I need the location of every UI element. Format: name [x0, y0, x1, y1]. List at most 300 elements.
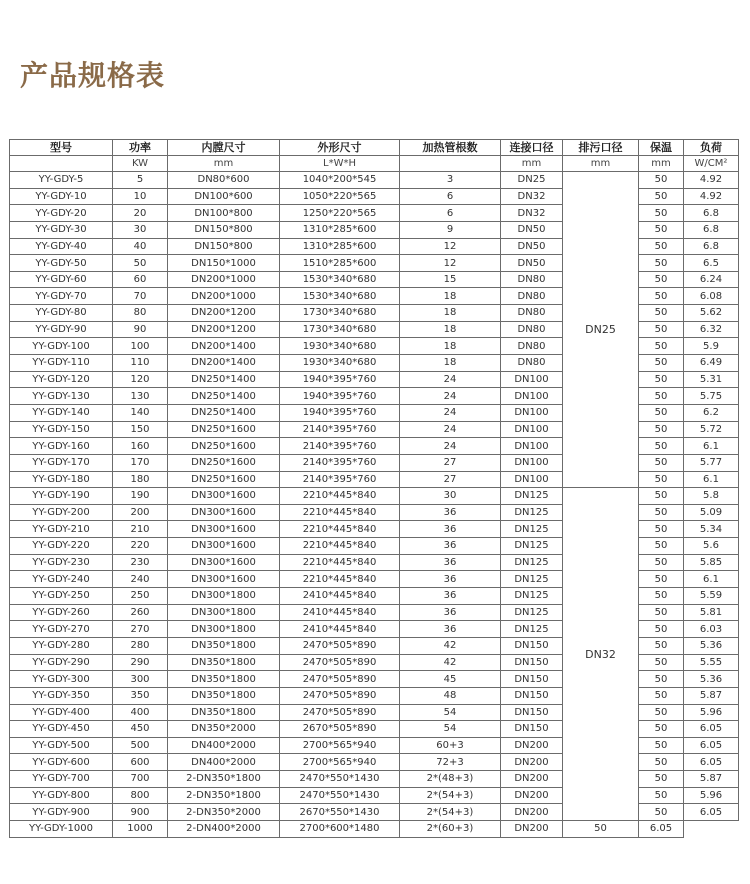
cell-model: YY-GDY-400	[10, 704, 113, 721]
cell-insulation: 50	[639, 288, 684, 305]
cell-chamber-size: DN250*1400	[168, 388, 280, 405]
cell-connection: DN100	[501, 388, 563, 405]
cell-load: 5.96	[684, 704, 739, 721]
unit-connection: mm	[501, 156, 563, 172]
cell-load: 5.34	[684, 521, 739, 538]
cell-insulation: 50	[639, 771, 684, 788]
cell-insulation: 50	[639, 787, 684, 804]
cell-power: 90	[113, 321, 168, 338]
cell-model: YY-GDY-260	[10, 604, 113, 621]
cell-load: 5.6	[684, 538, 739, 555]
cell-heating-tubes: 3	[400, 172, 501, 189]
cell-chamber-size: 2-DN350*1800	[168, 771, 280, 788]
cell-load: 6.05	[684, 804, 739, 821]
cell-heating-tubes: 36	[400, 554, 501, 571]
cell-insulation: 50	[639, 588, 684, 605]
cell-chamber-size: DN350*1800	[168, 637, 280, 654]
cell-chamber-size: DN100*600	[168, 188, 280, 205]
cell-heating-tubes: 36	[400, 538, 501, 555]
cell-outer-size: 2470*505*890	[280, 671, 400, 688]
cell-insulation: 50	[639, 621, 684, 638]
cell-connection: DN50	[501, 221, 563, 238]
cell-load: 6.2	[684, 404, 739, 421]
cell-insulation: 50	[639, 388, 684, 405]
cell-load: 4.92	[684, 172, 739, 189]
cell-power: 900	[113, 804, 168, 821]
cell-heating-tubes: 24	[400, 404, 501, 421]
cell-connection: DN125	[501, 588, 563, 605]
cell-power: 170	[113, 454, 168, 471]
cell-model: YY-GDY-20	[10, 205, 113, 222]
cell-load: 6.1	[684, 471, 739, 488]
unit-load: W/CM²	[684, 156, 739, 172]
cell-outer-size: 2470*505*890	[280, 654, 400, 671]
table-row	[10, 172, 739, 189]
cell-connection: DN200	[501, 804, 563, 821]
cell-insulation: 50	[639, 271, 684, 288]
cell-load: 6.05	[684, 754, 739, 771]
cell-insulation: 50	[639, 554, 684, 571]
cell-model: YY-GDY-270	[10, 621, 113, 638]
cell-outer-size: 2410*445*840	[280, 588, 400, 605]
cell-connection: DN125	[501, 554, 563, 571]
cell-connection: DN125	[501, 604, 563, 621]
cell-power: 290	[113, 654, 168, 671]
cell-connection: DN80	[501, 355, 563, 372]
cell-heating-tubes: 18	[400, 288, 501, 305]
cell-chamber-size: DN350*1800	[168, 654, 280, 671]
cell-outer-size: 1530*340*680	[280, 271, 400, 288]
cell-outer-size: 2210*445*840	[280, 521, 400, 538]
cell-load: 5.09	[684, 504, 739, 521]
header-model: 型号	[10, 140, 113, 156]
cell-load: 6.24	[684, 271, 739, 288]
cell-load: 5.55	[684, 654, 739, 671]
cell-load: 6.05	[684, 737, 739, 754]
cell-model: YY-GDY-220	[10, 538, 113, 555]
cell-power: 350	[113, 687, 168, 704]
cell-chamber-size: DN250*1600	[168, 421, 280, 438]
cell-model: YY-GDY-160	[10, 438, 113, 455]
cell-chamber-size: DN300*1600	[168, 571, 280, 588]
table-body	[10, 172, 739, 838]
cell-connection: DN125	[501, 521, 563, 538]
cell-connection: DN80	[501, 288, 563, 305]
cell-insulation: 50	[639, 637, 684, 654]
cell-model: YY-GDY-240	[10, 571, 113, 588]
cell-power: 450	[113, 721, 168, 738]
cell-heating-tubes: 30	[400, 488, 501, 505]
cell-connection: DN100	[501, 471, 563, 488]
unit-power: KW	[113, 156, 168, 172]
cell-chamber-size: DN150*800	[168, 238, 280, 255]
cell-outer-size: 2470*505*890	[280, 637, 400, 654]
cell-outer-size: 1930*340*680	[280, 338, 400, 355]
cell-outer-size: 2670*505*890	[280, 721, 400, 738]
cell-power: 150	[113, 421, 168, 438]
cell-outer-size: 2700*600*1480	[280, 820, 400, 837]
cell-power: 160	[113, 438, 168, 455]
cell-model: YY-GDY-80	[10, 305, 113, 322]
cell-outer-size: 2470*505*890	[280, 704, 400, 721]
cell-connection: DN80	[501, 305, 563, 322]
cell-outer-size: 2470*505*890	[280, 687, 400, 704]
cell-outer-size: 2670*550*1430	[280, 804, 400, 821]
cell-heating-tubes: 6	[400, 205, 501, 222]
cell-load: 6.1	[684, 571, 739, 588]
cell-model: YY-GDY-190	[10, 488, 113, 505]
cell-heating-tubes: 24	[400, 388, 501, 405]
cell-chamber-size: DN200*1400	[168, 338, 280, 355]
cell-connection: DN150	[501, 721, 563, 738]
cell-model: YY-GDY-230	[10, 554, 113, 571]
cell-outer-size: 1310*285*600	[280, 221, 400, 238]
cell-model: YY-GDY-280	[10, 637, 113, 654]
cell-insulation: 50	[639, 654, 684, 671]
cell-load: 5.9	[684, 338, 739, 355]
cell-model: YY-GDY-150	[10, 421, 113, 438]
cell-power: 40	[113, 238, 168, 255]
cell-insulation: 50	[639, 488, 684, 505]
cell-chamber-size: DN150*800	[168, 221, 280, 238]
cell-heating-tubes: 2*(54+3)	[400, 804, 501, 821]
cell-drain: DN32	[563, 488, 639, 821]
cell-model: YY-GDY-210	[10, 521, 113, 538]
cell-chamber-size: DN200*1000	[168, 288, 280, 305]
cell-insulation: 50	[639, 172, 684, 189]
cell-power: 250	[113, 588, 168, 605]
cell-connection: DN32	[501, 205, 563, 222]
cell-load: 5.8	[684, 488, 739, 505]
cell-connection: DN100	[501, 404, 563, 421]
cell-model: YY-GDY-600	[10, 754, 113, 771]
cell-chamber-size: DN200*1400	[168, 355, 280, 372]
cell-outer-size: 1250*220*565	[280, 205, 400, 222]
cell-model: YY-GDY-1000	[10, 820, 113, 837]
cell-insulation: 50	[639, 338, 684, 355]
cell-heating-tubes: 36	[400, 504, 501, 521]
cell-connection: DN100	[501, 438, 563, 455]
cell-heating-tubes: 27	[400, 454, 501, 471]
cell-power: 1000	[113, 820, 168, 837]
cell-drain: DN25	[563, 172, 639, 488]
cell-heating-tubes: 2*(54+3)	[400, 787, 501, 804]
cell-heating-tubes: 18	[400, 305, 501, 322]
cell-insulation: 50	[639, 754, 684, 771]
cell-power: 140	[113, 404, 168, 421]
cell-heating-tubes: 48	[400, 687, 501, 704]
cell-connection: DN50	[501, 255, 563, 272]
cell-heating-tubes: 9	[400, 221, 501, 238]
cell-heating-tubes: 45	[400, 671, 501, 688]
cell-outer-size: 2140*395*760	[280, 438, 400, 455]
cell-outer-size: 2210*445*840	[280, 504, 400, 521]
cell-chamber-size: DN300*1800	[168, 621, 280, 638]
cell-insulation: 50	[639, 188, 684, 205]
cell-heating-tubes: 36	[400, 604, 501, 621]
cell-outer-size: 2410*445*840	[280, 621, 400, 638]
cell-power: 270	[113, 621, 168, 638]
cell-power: 20	[113, 205, 168, 222]
cell-insulation: 50	[639, 671, 684, 688]
cell-power: 5	[113, 172, 168, 189]
cell-chamber-size: DN100*800	[168, 205, 280, 222]
page-title: 产品规格表	[20, 59, 166, 92]
cell-outer-size: 1730*340*680	[280, 321, 400, 338]
cell-load: 6.49	[684, 355, 739, 372]
cell-insulation: 50	[639, 454, 684, 471]
cell-chamber-size: DN350*1800	[168, 704, 280, 721]
cell-insulation: 50	[639, 305, 684, 322]
cell-connection: DN150	[501, 637, 563, 654]
cell-power: 400	[113, 704, 168, 721]
cell-outer-size: 2410*445*840	[280, 604, 400, 621]
cell-power: 180	[113, 471, 168, 488]
cell-load: 6.8	[684, 238, 739, 255]
cell-power: 700	[113, 771, 168, 788]
cell-load: 5.85	[684, 554, 739, 571]
cell-power: 260	[113, 604, 168, 621]
cell-model: YY-GDY-350	[10, 687, 113, 704]
cell-connection: DN200	[501, 787, 563, 804]
cell-connection: DN80	[501, 271, 563, 288]
cell-load: 5.87	[684, 771, 739, 788]
cell-chamber-size: DN350*2000	[168, 721, 280, 738]
header-load: 负荷	[684, 140, 739, 156]
unit-heating-tubes	[400, 156, 501, 172]
cell-chamber-size: DN200*1200	[168, 305, 280, 322]
cell-connection: DN200	[501, 754, 563, 771]
cell-heating-tubes: 36	[400, 521, 501, 538]
cell-connection: DN100	[501, 371, 563, 388]
cell-chamber-size: DN250*1400	[168, 371, 280, 388]
cell-chamber-size: DN300*1800	[168, 604, 280, 621]
cell-power: 190	[113, 488, 168, 505]
cell-load: 5.36	[684, 671, 739, 688]
cell-chamber-size: DN80*600	[168, 172, 280, 189]
cell-heating-tubes: 12	[400, 238, 501, 255]
cell-model: YY-GDY-900	[10, 804, 113, 821]
table-header-row	[10, 140, 739, 156]
header-drain: 排污口径	[563, 140, 639, 156]
cell-insulation: 50	[639, 221, 684, 238]
cell-heating-tubes: 2*(60+3)	[400, 820, 501, 837]
cell-model: YY-GDY-70	[10, 288, 113, 305]
cell-load: 6.8	[684, 205, 739, 222]
cell-chamber-size: DN300*1600	[168, 538, 280, 555]
cell-insulation: 50	[639, 321, 684, 338]
cell-insulation: 50	[639, 255, 684, 272]
cell-connection: DN125	[501, 538, 563, 555]
header-heating-tubes: 加热管根数	[400, 140, 501, 156]
cell-connection: DN200	[501, 771, 563, 788]
cell-power: 220	[113, 538, 168, 555]
cell-load: 5.59	[684, 588, 739, 605]
cell-heating-tubes: 42	[400, 637, 501, 654]
cell-load: 5.75	[684, 388, 739, 405]
cell-heating-tubes: 42	[400, 654, 501, 671]
cell-heating-tubes: 24	[400, 371, 501, 388]
cell-connection: DN125	[501, 504, 563, 521]
cell-model: YY-GDY-110	[10, 355, 113, 372]
cell-power: 110	[113, 355, 168, 372]
cell-model: YY-GDY-50	[10, 255, 113, 272]
cell-model: YY-GDY-40	[10, 238, 113, 255]
cell-outer-size: 1940*395*760	[280, 388, 400, 405]
cell-power: 50	[113, 255, 168, 272]
cell-chamber-size: DN300*1600	[168, 521, 280, 538]
cell-heating-tubes: 72+3	[400, 754, 501, 771]
cell-chamber-size: DN400*2000	[168, 737, 280, 754]
cell-outer-size: 2140*395*760	[280, 454, 400, 471]
cell-outer-size: 2470*550*1430	[280, 787, 400, 804]
cell-connection: DN100	[501, 454, 563, 471]
cell-chamber-size: DN400*2000	[168, 754, 280, 771]
cell-outer-size: 2210*445*840	[280, 538, 400, 555]
table-unit-row	[10, 156, 739, 172]
cell-outer-size: 2700*565*940	[280, 754, 400, 771]
cell-chamber-size: 2-DN350*1800	[168, 787, 280, 804]
cell-insulation: 50	[639, 704, 684, 721]
cell-insulation: 50	[639, 521, 684, 538]
cell-insulation: 50	[639, 205, 684, 222]
unit-chamber-size: mm	[168, 156, 280, 172]
cell-heating-tubes: 54	[400, 704, 501, 721]
cell-power: 60	[113, 271, 168, 288]
cell-model: YY-GDY-5	[10, 172, 113, 189]
cell-insulation: 50	[639, 371, 684, 388]
cell-outer-size: 1530*340*680	[280, 288, 400, 305]
cell-outer-size: 1730*340*680	[280, 305, 400, 322]
cell-power: 230	[113, 554, 168, 571]
cell-model: YY-GDY-140	[10, 404, 113, 421]
cell-connection: DN200	[501, 737, 563, 754]
cell-insulation: 50	[639, 438, 684, 455]
cell-insulation: 50	[639, 571, 684, 588]
cell-load: 6.03	[684, 621, 739, 638]
cell-connection: DN25	[501, 172, 563, 189]
cell-outer-size: 2140*395*760	[280, 471, 400, 488]
cell-connection: DN80	[501, 338, 563, 355]
cell-heating-tubes: 12	[400, 255, 501, 272]
header-insulation: 保温	[639, 140, 684, 156]
cell-connection: DN125	[501, 571, 563, 588]
cell-outer-size: 1940*395*760	[280, 371, 400, 388]
cell-model: YY-GDY-170	[10, 454, 113, 471]
cell-power: 100	[113, 338, 168, 355]
header-connection: 连接口径	[501, 140, 563, 156]
cell-power: 80	[113, 305, 168, 322]
cell-chamber-size: DN250*1400	[168, 404, 280, 421]
cell-model: YY-GDY-180	[10, 471, 113, 488]
unit-outer-size: L*W*H	[280, 156, 400, 172]
table-row	[10, 488, 739, 505]
cell-model: YY-GDY-290	[10, 654, 113, 671]
cell-connection: DN125	[501, 621, 563, 638]
cell-connection: DN150	[501, 654, 563, 671]
cell-outer-size: 1940*395*760	[280, 404, 400, 421]
cell-insulation: 50	[639, 504, 684, 521]
cell-load: 4.92	[684, 188, 739, 205]
cell-heating-tubes: 18	[400, 355, 501, 372]
cell-heating-tubes: 15	[400, 271, 501, 288]
cell-insulation: 50	[639, 355, 684, 372]
cell-model: YY-GDY-30	[10, 221, 113, 238]
cell-heating-tubes: 18	[400, 338, 501, 355]
cell-model: YY-GDY-450	[10, 721, 113, 738]
cell-insulation: 50	[639, 737, 684, 754]
cell-connection: DN200	[501, 820, 563, 837]
table-row	[10, 820, 739, 837]
cell-load: 6.05	[684, 721, 739, 738]
cell-model: YY-GDY-130	[10, 388, 113, 405]
cell-insulation: 50	[563, 820, 639, 837]
header-chamber-size: 内膛尺寸	[168, 140, 280, 156]
cell-power: 500	[113, 737, 168, 754]
cell-load: 5.36	[684, 637, 739, 654]
cell-model: YY-GDY-90	[10, 321, 113, 338]
cell-insulation: 50	[639, 721, 684, 738]
cell-load: 5.81	[684, 604, 739, 621]
cell-outer-size: 1040*200*545	[280, 172, 400, 189]
cell-power: 300	[113, 671, 168, 688]
cell-outer-size: 2140*395*760	[280, 421, 400, 438]
cell-connection: DN100	[501, 421, 563, 438]
cell-model: YY-GDY-300	[10, 671, 113, 688]
cell-chamber-size: DN250*1600	[168, 454, 280, 471]
cell-insulation: 50	[639, 421, 684, 438]
cell-power: 240	[113, 571, 168, 588]
cell-load: 5.96	[684, 787, 739, 804]
spec-table	[9, 139, 739, 838]
cell-insulation: 50	[639, 604, 684, 621]
cell-connection: DN80	[501, 321, 563, 338]
cell-chamber-size: 2-DN400*2000	[168, 820, 280, 837]
cell-heating-tubes: 36	[400, 621, 501, 638]
cell-load: 6.5	[684, 255, 739, 272]
cell-power: 70	[113, 288, 168, 305]
cell-model: YY-GDY-700	[10, 771, 113, 788]
cell-model: YY-GDY-100	[10, 338, 113, 355]
cell-power: 210	[113, 521, 168, 538]
cell-connection: DN150	[501, 687, 563, 704]
cell-model: YY-GDY-500	[10, 737, 113, 754]
cell-load: 6.08	[684, 288, 739, 305]
cell-load: 6.32	[684, 321, 739, 338]
cell-heating-tubes: 24	[400, 438, 501, 455]
unit-model	[10, 156, 113, 172]
cell-chamber-size: DN250*1600	[168, 438, 280, 455]
cell-outer-size: 2210*445*840	[280, 488, 400, 505]
cell-heating-tubes: 36	[400, 588, 501, 605]
cell-chamber-size: DN350*1800	[168, 671, 280, 688]
cell-model: YY-GDY-60	[10, 271, 113, 288]
cell-heating-tubes: 6	[400, 188, 501, 205]
cell-insulation: 50	[639, 471, 684, 488]
cell-outer-size: 1050*220*565	[280, 188, 400, 205]
cell-load: 6.8	[684, 221, 739, 238]
cell-model: YY-GDY-10	[10, 188, 113, 205]
cell-load: 5.31	[684, 371, 739, 388]
cell-model: YY-GDY-200	[10, 504, 113, 521]
cell-chamber-size: DN150*1000	[168, 255, 280, 272]
cell-heating-tubes: 2*(48+3)	[400, 771, 501, 788]
cell-connection: DN150	[501, 704, 563, 721]
cell-load: 5.87	[684, 687, 739, 704]
cell-model: YY-GDY-250	[10, 588, 113, 605]
cell-power: 600	[113, 754, 168, 771]
cell-insulation: 50	[639, 804, 684, 821]
